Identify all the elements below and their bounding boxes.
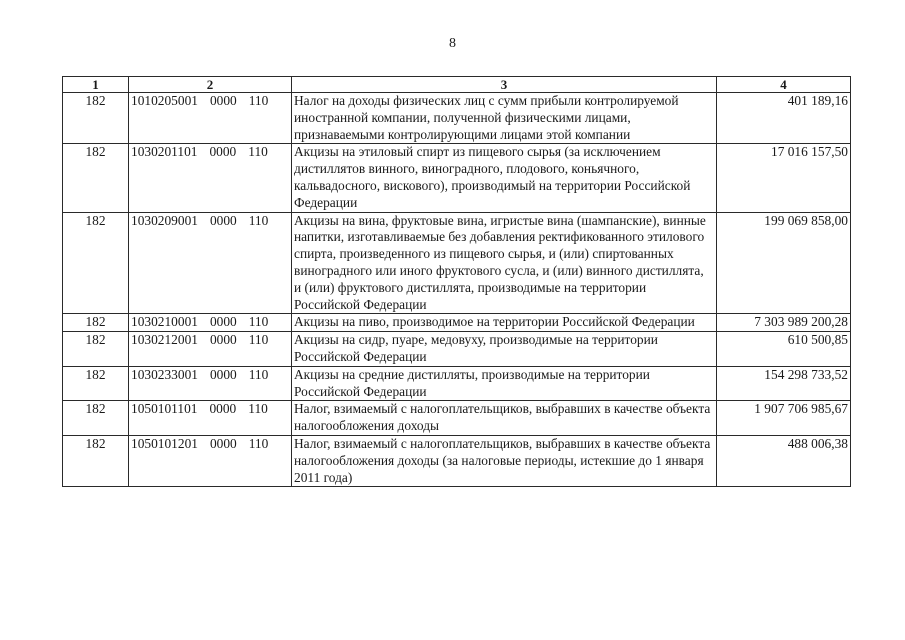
budget-code-cell: [129, 401, 292, 436]
budget-code-main: 1030201101: [131, 144, 198, 160]
revenue-name-cell: Налог на доходы физических лиц с сумм прибыли контролируемой иностранной компании, полученной физическими лицами, признаваемыми контролирующими лицами этой компании: [292, 93, 717, 144]
revenue-name-cell: Налог, взимаемый с налогоплательщиков, выбравших в качестве объекта налогообложения доходы (за налоговые периоды, истекшие до 1 января 2011 года): [292, 435, 717, 486]
revenue-name-cell: Акцизы на средние дистилляты, производимые на территории Российской Федерации: [292, 366, 717, 401]
header-col-2: 2: [129, 77, 292, 93]
budget-code-economic: 110: [248, 401, 268, 417]
revenue-name-cell: Акцизы на этиловый спирт из пищевого сырья (за исключением дистиллятов винного, виноградного, плодового, коньячного, кальвадосного, вискового), производимый на территории Российской Федерации: [292, 144, 717, 212]
table-row: [63, 314, 851, 332]
admin-code-cell: 182: [63, 212, 129, 314]
budget-revenue-table: [62, 76, 851, 487]
budget-code-main: 1030209001: [131, 212, 198, 228]
admin-code-cell: 182: [63, 314, 129, 332]
admin-code-cell: 182: [63, 332, 129, 367]
budget-code-main: 1030233001: [131, 366, 198, 382]
revenue-name-cell: Акцизы на вина, фруктовые вина, игристые вина (шампанские), винные напитки, изготавливаемые без добавления ректификованного этилового спирта, произведенного из пищевого сырья, и (или) спиртованных виноградного или иного фруктового сусла, и (или) винного дистиллята, и (или) фруктового дистиллята, производимые на территории Российской Федерации: [292, 212, 717, 314]
admin-code-cell: 182: [63, 401, 129, 436]
page-number: 8: [449, 36, 456, 51]
budget-code-economic: 110: [248, 212, 269, 228]
budget-code-cell: [129, 435, 292, 486]
admin-code-cell: 182: [63, 144, 129, 212]
budget-code-main: 1010205001: [131, 93, 198, 108]
table-header-row: [63, 77, 851, 93]
table-row: [63, 332, 851, 367]
table-row: [63, 366, 851, 401]
budget-code-cell: [129, 212, 292, 314]
budget-code-economic: 110: [248, 144, 268, 160]
table-row: [63, 93, 851, 144]
amount-cell: 199 069 858,00: [717, 212, 851, 314]
admin-code-cell: 182: [63, 366, 129, 401]
budget-code-cell: [129, 93, 292, 144]
budget-code-program: 0000: [209, 93, 237, 108]
table-row: [63, 401, 851, 436]
header-col-3: 3: [292, 77, 717, 93]
budget-code-economic: 110: [248, 93, 269, 108]
amount-cell: 7 303 989 200,28: [717, 314, 851, 332]
budget-code-economic: 110: [248, 435, 269, 451]
budget-code-economic: 110: [248, 332, 269, 348]
revenue-name-cell: Налог, взимаемый с налогоплательщиков, выбравших в качестве объекта налогообложения доходы: [292, 401, 717, 436]
header-col-1: 1: [63, 77, 129, 93]
table-row: [63, 435, 851, 486]
budget-code-program: 0000: [209, 144, 237, 160]
amount-cell: 401 189,16: [717, 93, 851, 144]
amount-cell: 488 006,38: [717, 435, 851, 486]
revenue-name-cell: Акцизы на сидр, пуаре, медовуху, производимые на территории Российской Федерации: [292, 332, 717, 367]
budget-code-main: 1030210001: [131, 314, 198, 330]
admin-code-cell: 182: [63, 435, 129, 486]
budget-code-cell: [129, 366, 292, 401]
budget-code-cell: [129, 314, 292, 332]
amount-cell: 154 298 733,52: [717, 366, 851, 401]
budget-code-program: 0000: [209, 401, 237, 417]
header-col-4: 4: [717, 77, 851, 93]
table-row: [63, 212, 851, 314]
budget-code-economic: 110: [248, 314, 269, 330]
budget-code-program: 0000: [209, 314, 237, 330]
budget-code-cell: [129, 144, 292, 212]
amount-cell: 17 016 157,50: [717, 144, 851, 212]
revenue-name-cell: Акцизы на пиво, производимое на территории Российской Федерации: [292, 314, 717, 332]
budget-code-main: 1050101201: [131, 435, 198, 451]
budget-code-program: 0000: [209, 332, 237, 348]
budget-code-program: 0000: [209, 212, 237, 228]
budget-code-cell: [129, 332, 292, 367]
admin-code-cell: 182: [63, 93, 129, 144]
budget-code-main: 1050101101: [131, 401, 198, 417]
amount-cell: 610 500,85: [717, 332, 851, 367]
budget-code-program: 0000: [209, 435, 237, 451]
budget-code-program: 0000: [209, 366, 237, 382]
table-row: [63, 144, 851, 212]
amount-cell: 1 907 706 985,67: [717, 401, 851, 436]
table-body: [63, 93, 851, 487]
budget-code-economic: 110: [248, 366, 269, 382]
budget-code-main: 1030212001: [131, 332, 198, 348]
